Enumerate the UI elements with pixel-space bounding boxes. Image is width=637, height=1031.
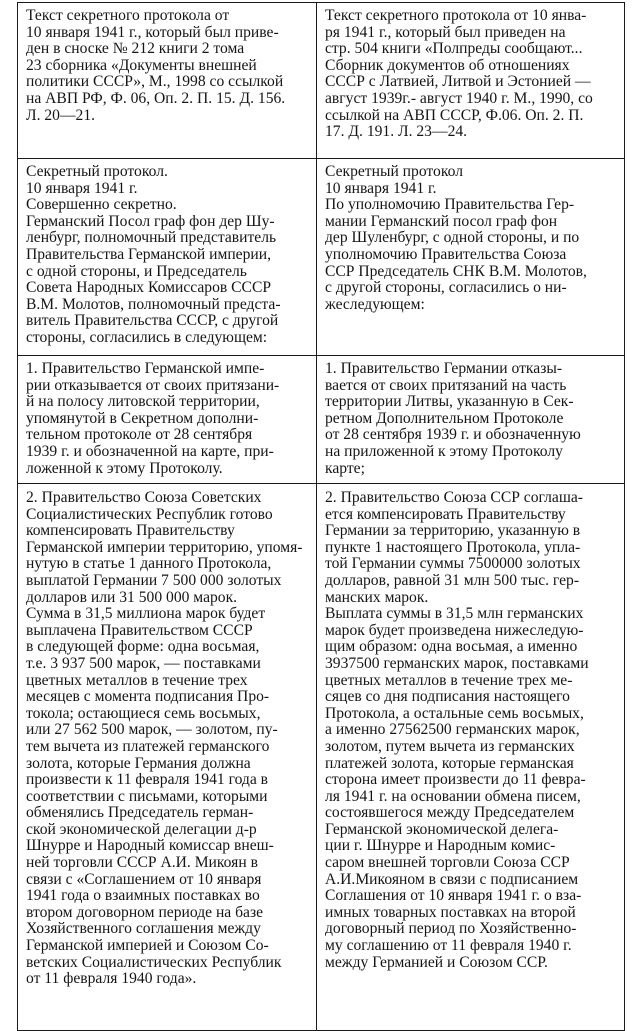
clause-1-right: 1. Правительство Германии отказы- вается от своих притязаний на часть территории Литвы, указанную в Сек- ретном Дополнительном Протоколе от 28 сентября 1939 г. и обозначенную на приложенной к этому Протоколу карте;	[325, 360, 581, 477]
right-column-cell	[317, 159, 625, 356]
comparison-table	[17, 2, 625, 1031]
left-column-cell	[18, 356, 317, 484]
preamble-right: Секретный протокол 10 января 1941 г. По уполномочию Правительства Гер- мании Германский посол граф фон дер Шуленбург, с одной стороны, и по уполномочию Правительства Союза ССР Председатель СНК В.М. Молотов, с другой стороны, согласились о ни- жеследующем:	[325, 163, 587, 313]
left-column-cell	[18, 484, 317, 1031]
clause-1-left: 1. Правительство Германской импе- рии отказывается от своих притязани- й на полосу литовской территории, упомянутой в Секретном дополни- тельном протоколе от 28 сентября 1939 г. и обозначенной на карте, при- ложенной к этому Протоколу.	[26, 360, 280, 477]
table-row-preamble	[18, 159, 625, 356]
source-note-left: Текст секретного протокола от 10 января 1941 г., который был приве- ден в сноске № 212 книги 2 тома 23 сборника «Документы внешней политики СССР», М., 1998 со ссылкой на АВП РФ, Ф. 06, Оп. 2. П. 15. Д. 156. Л. 20—21.	[26, 7, 286, 124]
source-note-right: Текст секретного протокола от 10 янва- ря 1941 г., который был приведен на стр. 504 книги «Полпреды сообщают... Сборник документов об отношениях СССР с Латвией, Литвой и Эстонией — август 1939г.- август 1940 г. М., 1990, со ссылкой на АВП СССР, Ф.06. Оп. 2. П. 17. Д. 191. Л. 23—24.	[325, 7, 593, 141]
clause-2-left: 2. Правительство Союза Советских Социалистических Республик готово компенсировать Правительству Германской империи территорию, упомя- нутую в статье 1 данного Протокола, выплатой Германии 7 500 000 золотых долларов или 31 500 000 марок. Сумма в 31,5 миллиона марок будет выплачена Правительством СССР в следующей форме: одна восьмая, т.е. 3 937 500 марок, — поставками цветных металлов в течение трех месяцев с момента подписания Про- токола; остающиеся семь восьмых, или 27 562 500 марок, — золотом, пу- тем вычета из платежей германского золота, которые Германия должна произвести к 11 февраля 1941 года в соответствии с письмами, которыми обменялись Председатель герман- ской экономической делегации д-р Шнурре и Народный комиссар внеш- ней торговли СССР А.И. Микоян в связи с «Соглашением от 10 января 1941 года о взаимных поставках во втором договорном периоде на базе Хозяйственного соглашения между Германской империей и Союзом Со- ветских Социалистических Республик от 11 февраля 1940 года».	[26, 489, 303, 988]
table-row-sources	[18, 3, 625, 159]
table-row-clause-1	[18, 356, 625, 484]
right-column-cell	[317, 484, 625, 1031]
right-column-cell	[317, 356, 625, 484]
left-column-cell	[18, 159, 317, 356]
preamble-left: Секретный протокол. 10 января 1941 г. Совершенно секретно. Германский Посол граф фон дер Шу- ленбург, полномочный представитель Правительства Германской империи, с одной стороны, и Председатель Совета Народных Комиссаров СССР В.М. Молотов, полномочный предста- витель Правительства СССР, с другой стороны, согласились в следующем:	[26, 163, 281, 346]
table-row-clause-2	[18, 484, 625, 1031]
right-column-cell	[317, 3, 625, 159]
clause-2-right: 2. Правительство Союза ССР соглаша- ется компенсировать Правительству Германии за территорию, указанную в пункте 1 настоящего Протокола, упла- той Германии суммы 7500000 золотых долларов, равной 31 млн 500 тыс. гер- манских марок. Выплата суммы в 31,5 млн германских марок будет произведена нижеследую- щим образом: одна восьмая, а именно 3937500 германских марок, поставками цветных металлов в течение трех ме- сяцев со дня подписания настоящего Протокола, а остальные семь восьмых, а именно 27562500 германских марок, золотом, путем вычета из германских платежей золота, которые германская сторона имеет произвести до 11 февра- ля 1941 г. на основании обмена писем, состоявшегося между Председателем Германской экономической делега- ции г. Шнурре и Народным комис- саром внешней торговли Союза ССР А.И.Микояном в связи с подписанием Соглашения от 10 января 1941 г. о вза- имных товарных поставках на второй договорный период по Хозяйственно- му соглашению от 11 февраля 1940 г. между Германией и Союзом ССР.	[325, 489, 589, 971]
left-column-cell	[18, 3, 317, 159]
